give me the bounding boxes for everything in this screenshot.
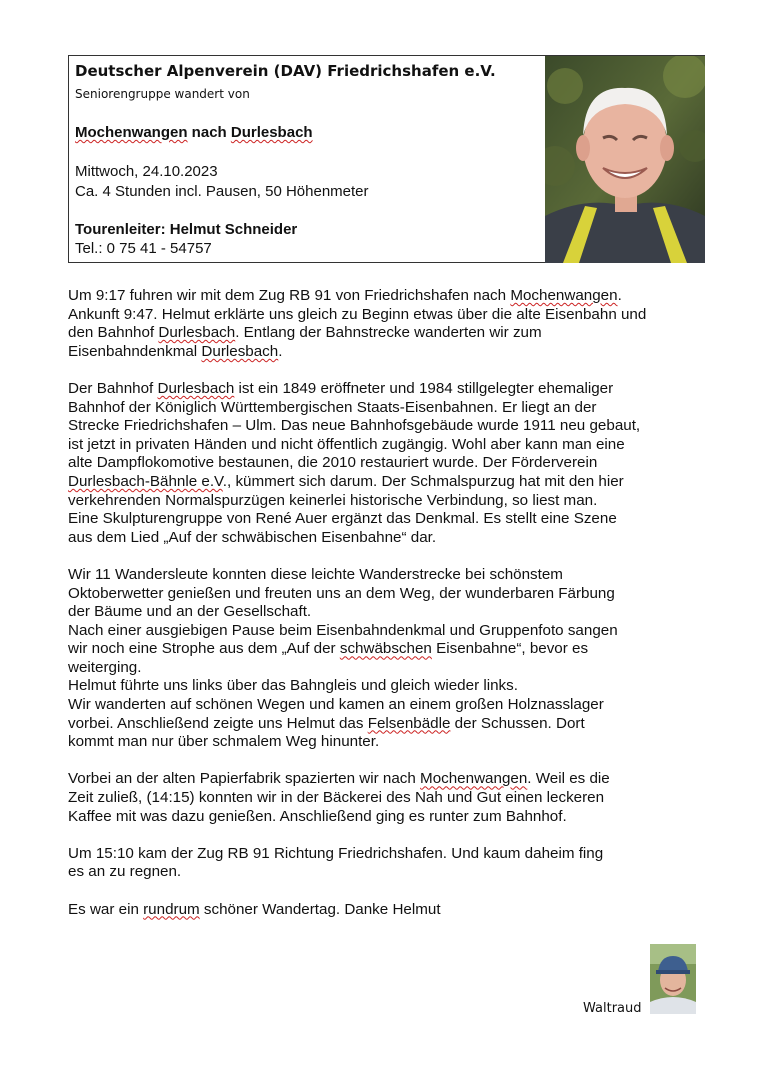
group-subtitle: Seniorengruppe wandert von (75, 87, 250, 101)
text-segment: Um 9:17 fuhren wir mit dem Zug RB 91 von Friedrichshafen nach (68, 287, 511, 304)
route-title (75, 124, 313, 141)
text-line: ist jetzt in privaten Händen und nicht öffentlich zugängig. Wohl aber kann man eine (68, 435, 625, 453)
organization-name: Deutscher Alpenverein (DAV) Friedrichshafen e.V. (75, 62, 496, 80)
paragraph-arrival (68, 287, 718, 361)
text-segment: Durlesbach-Bähnle e.V (68, 472, 223, 490)
tour-date: Mittwoch, 24.10.2023 (75, 163, 218, 180)
paragraph-return (68, 770, 718, 826)
route-start: Mochenwangen (75, 124, 188, 141)
text-line: Eine Skulpturengruppe von René Auer ergänzt das Denkmal. Es stellt eine Szene (68, 510, 617, 528)
text-line: Bahnhof der Königlich Württembergischen Staats-Eisenbahnen. Er liegt an der (68, 398, 597, 416)
text-segment: Mochenwangen (420, 770, 528, 788)
text-segment: der Schussen. Dort (450, 714, 585, 732)
text-segment: Felsenbädle (367, 714, 451, 732)
text-segment: Mochenwangen (510, 287, 618, 304)
text-segment: Eisenbahne“, bevor es (431, 640, 589, 658)
text-segment: schwäbschen (339, 640, 432, 658)
text-segment: Es war ein (68, 900, 144, 918)
author-photo (650, 944, 696, 1014)
text-line: Kaffee mit was dazu genießen. Anschließend ging es runter zum Bahnhof. (68, 807, 567, 825)
text-line: Um 15:10 kam der Zug RB 91 Richtung Friedrichshafen. Und kaum daheim fing (68, 844, 604, 862)
text-line: Strecke Friedrichshafen – Ulm. Das neue Bahnhofsgebäude wurde 1911 neu gebaut, (68, 417, 641, 435)
text-segment: Durlesbach (201, 342, 279, 360)
text-segment: ist ein 1849 eröffneter und 1984 stillgelegter ehemaliger (234, 379, 614, 397)
text-line: aus dem Lied „Auf der schwäbischen Eisenbahne“ dar. (68, 528, 437, 546)
leader-photo (545, 56, 705, 263)
text-line: Helmut führte uns links über das Bahngleis und gleich wieder links. (68, 677, 518, 695)
report-body (68, 287, 718, 919)
text-line: alte Dampflokomotive bestaunen, die 2010 restauriert wurde. Der Förderverein (68, 454, 598, 472)
text-line: Oktoberwetter genießen und freuten uns an dem Weg, der wunderbaren Färbung (68, 584, 615, 602)
paragraph-closing (68, 901, 718, 920)
header-box (68, 55, 705, 263)
author-signature: Waltraud (583, 1001, 642, 1016)
text-line: kommt man nur über schmalem Weg hinunter. (68, 733, 380, 751)
text-line: Wir wanderten auf schönen Wegen und kamen an einem großen Holznasslager (68, 696, 604, 714)
text-segment: ., kümmert sich darum. Der Schmalspurzug hat mit den hier (222, 472, 624, 490)
text-line: weiterging. (68, 658, 142, 676)
text-segment: rundrum (143, 900, 200, 918)
paragraph-station-history (68, 380, 718, 547)
text-segment: . (278, 342, 283, 360)
text-line: Zeit zuließ, (14:15) konnten wir in der Bäckerei des Nah und Gut einen leckeren (68, 789, 605, 807)
text-line: der Bäume und an der Gesellschaft. (68, 603, 312, 621)
paragraph-train-home (68, 845, 718, 882)
text-segment: . Entlang der Bahnstrecke wanderten wir zum (235, 324, 542, 342)
text-line: es an zu regnen. (68, 863, 182, 881)
text-segment: den Bahnhof (68, 324, 159, 342)
text-line: Nach einer ausgiebigen Pause beim Eisenbahndenkmal und Gruppenfoto sangen (68, 621, 618, 639)
text-line: Ankunft 9:47. Helmut erklärte uns gleich zu Beginn etwas über die alte Eisenbahn und (68, 305, 647, 323)
route-connector: nach (187, 124, 231, 141)
text-segment: . Weil es die (527, 770, 610, 788)
text-segment: Durlesbach (158, 324, 236, 342)
paragraph-hike (68, 566, 718, 752)
text-segment: . (617, 287, 622, 304)
text-segment: schöner Wandertag. Danke Helmut (199, 900, 441, 918)
text-segment: wir noch eine Strophe aus dem „Auf der (68, 640, 340, 658)
text-segment: vorbei. Anschließend zeigte uns Helmut das (68, 714, 368, 732)
text-segment: Der Bahnhof (68, 379, 158, 397)
phone-number: Tel.: 0 75 41 - 54757 (75, 240, 212, 257)
route-end: Durlesbach (230, 124, 313, 141)
tour-duration: Ca. 4 Stunden incl. Pausen, 50 Höhenmeter (75, 183, 369, 200)
tour-leader: Tourenleiter: Helmut Schneider (75, 221, 298, 238)
text-segment: Vorbei an der alten Papierfabrik spazierten wir nach (68, 770, 421, 788)
text-line: Wir 11 Wandersleute konnten diese leichte Wanderstrecke bei schönstem (68, 565, 563, 583)
text-segment: Durlesbach (157, 379, 235, 397)
text-segment: Eisenbahndenkmal (68, 342, 202, 360)
text-line: verkehrenden Normalspurzügen keinerlei historische Verbindung, so liest man. (68, 491, 598, 509)
